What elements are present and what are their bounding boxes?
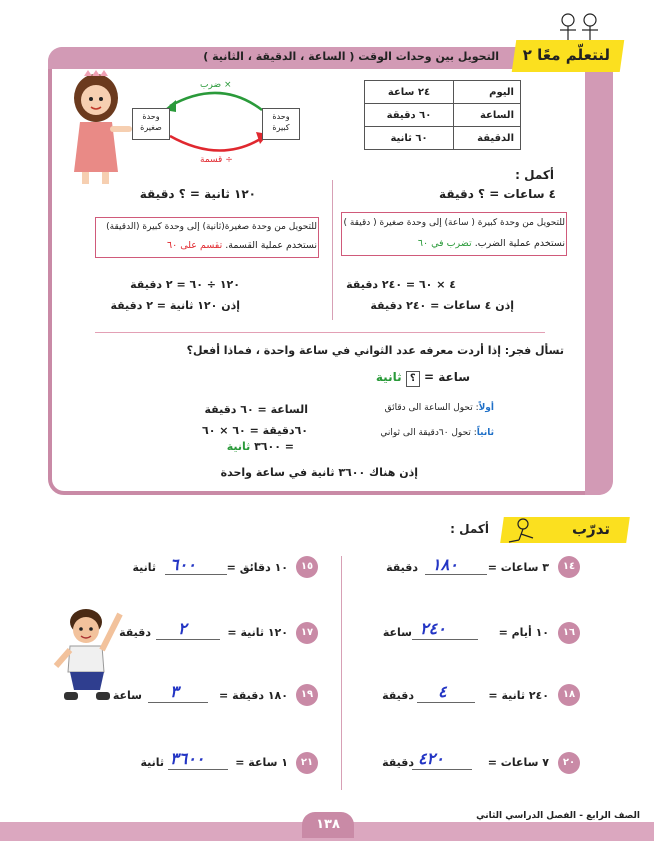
table-row [365,81,521,104]
fajr-equation [376,370,470,387]
exercise-unit: دقيقة [386,561,418,574]
big-unit-box [262,108,300,140]
table-cell-unit: الدقيقة [454,127,521,150]
big-unit-label: وحدة كبيرة [272,112,290,132]
exercise-unit: ثانية [132,561,156,574]
practice-divider [341,556,342,790]
unknown-box: ؟ [406,371,420,387]
examples-divider [332,180,333,320]
exercise-number: ١٥ [296,556,318,578]
right-example-question [439,187,556,201]
fajr-second-result-text: = ٣٦٠٠ [254,440,294,453]
right-rule-line2 [418,238,565,249]
exercise-unit: دقيقة [382,689,414,702]
exercise-unit: ثانية [140,756,164,769]
practice-complete-label: أكمل : [450,522,489,536]
handwritten-answer: ٤ [438,682,447,701]
exercise-unit: ساعة [382,626,412,639]
handwritten-answer: ٢ [178,619,187,638]
handwritten-answer: ٤٢٠ [418,749,444,768]
right-answer: إذن ٤ ساعات = ٢٤٠ دقيقة [370,299,514,312]
handwritten-answer: ٣٦٠٠ [170,749,205,768]
table-cell-unit: الساعة [454,104,521,127]
exercise-number: ١٩ [296,684,318,706]
handwritten-answer: ١٨٠ [432,555,458,574]
fajr-second-step [380,428,494,438]
fajr-conclusion: إذن هناك ٣٦٠٠ ثانية في ساعة واحدة [220,466,418,479]
exercise-number: ١٧ [296,622,318,644]
table-cell-value: ٦٠ دقيقة [365,104,454,127]
exercise-question: ٣ ساعات = [487,561,549,574]
fajr-first-label: أولاً [478,403,494,413]
exercise-unit: دقيقة [119,626,151,639]
left-rule-line2-text: نستخدم عملية القسمة. [225,240,317,251]
small-unit-box [132,108,170,140]
fajr-equation-left: ساعة = [423,370,470,384]
handwritten-answer: ٢٤٠ [420,619,446,638]
table-row [365,127,521,150]
lesson-side-bar [585,47,613,495]
answer-blank[interactable] [417,702,475,703]
fajr-second-result [227,440,294,453]
answer-blank[interactable] [425,574,487,575]
answer-blank[interactable] [168,769,228,770]
exercise-question: ١٨٠ دقيقة = [219,689,288,702]
answer-blank[interactable] [148,702,208,703]
right-rule-hint: تضرب في ٦٠ [417,238,472,249]
answer-blank[interactable] [412,639,478,640]
table-cell-unit: اليوم [454,81,521,104]
left-calc: ١٢٠ ÷ ٦٠ = ٢ دقيقة [130,278,240,291]
exercise-unit: ساعة [112,689,142,702]
multiply-label: × ضرب [200,80,232,90]
exercise-question: ١٠ دقائق = [226,561,288,574]
stick-figures-icon [556,12,606,44]
exercise-question: ٧ ساعات = [487,756,549,769]
left-answer: إذن ١٢٠ ثانية = ٢ دقيقة [110,299,240,312]
fajr-first-result: الساعة = ٦٠ دقيقة [204,403,308,416]
exercise-number: ١٦ [558,622,580,644]
table-row [365,104,521,127]
left-rule-line1: للتحويل من وحدة صغيرة(ثانية) إلى وحدة كبيرة (الدقيقة) [106,222,317,232]
complete-label: أكمل : [515,168,554,182]
lesson-badge-label: لنتعلّم معًا ٢ [522,46,610,64]
exercise-question: ١ ساعة = [235,756,288,769]
exercise-number: ١٤ [558,556,580,578]
page-number: ١٣٨ [302,812,354,838]
divide-label: ÷ قسمة [200,155,233,165]
exercise-number: ٢١ [296,752,318,774]
handwritten-answer: ٣ [170,682,179,701]
fajr-second-label: ثانياً [476,428,494,438]
left-rule-hint: تقسم على ٦٠ [167,240,223,251]
right-calc: ٤ × ٦٠ = ٢٤٠ دقيقة [346,278,456,291]
left-rule-line2 [167,240,317,251]
handwritten-answer: ٦٠٠ [170,555,196,574]
exercise-question: ٢٤٠ ثانية = [488,689,549,702]
answer-blank[interactable] [165,574,227,575]
section-divider [95,332,545,333]
footer-grade: الصف الرابع - الفصل الدراسي الثاني [476,811,640,821]
fajr-second-calc: ٦٠دقيقة = ٦٠ × ٦٠ [201,424,308,437]
exercise-question: ١٢٠ ثانية = [227,626,288,639]
fajr-first-text: : تحول الساعة الى دقائق [384,403,479,413]
girl-illustration [60,68,136,186]
lesson-title: التحويل بين وحدات الوقت ( الساعة ، الدقيقة ، الثانية ) [203,50,499,63]
fajr-question: تسأل فجر: إذا أردت معرفه عدد الثواني في ساعة واحدة ، فماذا أفعل؟ [186,344,564,357]
exercise-unit: دقيقة [382,756,414,769]
exercise-number: ١٨ [558,684,580,706]
table-cell-value: ٦٠ ثانية [365,127,454,150]
fajr-first-step [385,403,494,413]
answer-blank[interactable] [156,639,220,640]
right-rule-line2-text: نستخدم عملية الضرب. [474,238,565,249]
exercise-question: ١٠ أيام = [498,626,549,639]
answer-blank[interactable] [412,769,472,770]
exercise-number: ٢٠ [558,752,580,774]
left-example-question: ١٢٠ ثانية = ؟ دقيقة [139,187,256,201]
small-unit-label: وحدة صغيرة [140,112,162,132]
fajr-equation-right: ثانية [375,370,402,384]
right-example-question-text: ٤ ساعات = ؟ دقيقة [439,187,556,201]
writing-figure-icon [503,518,537,544]
units-table [364,80,521,150]
fajr-second-text: : تحول ٦٠دقيقة الى ثواني [380,428,477,438]
practice-badge-label: تدرّب [571,520,610,538]
table-cell-value: ٢٤ ساعة [365,81,454,104]
fajr-second-unit: ثانية [226,440,251,453]
right-rule-line1: للتحويل من وحدة كبيرة ( ساعة) إلى وحدة صغيرة ( دقيقة ) [343,218,565,228]
